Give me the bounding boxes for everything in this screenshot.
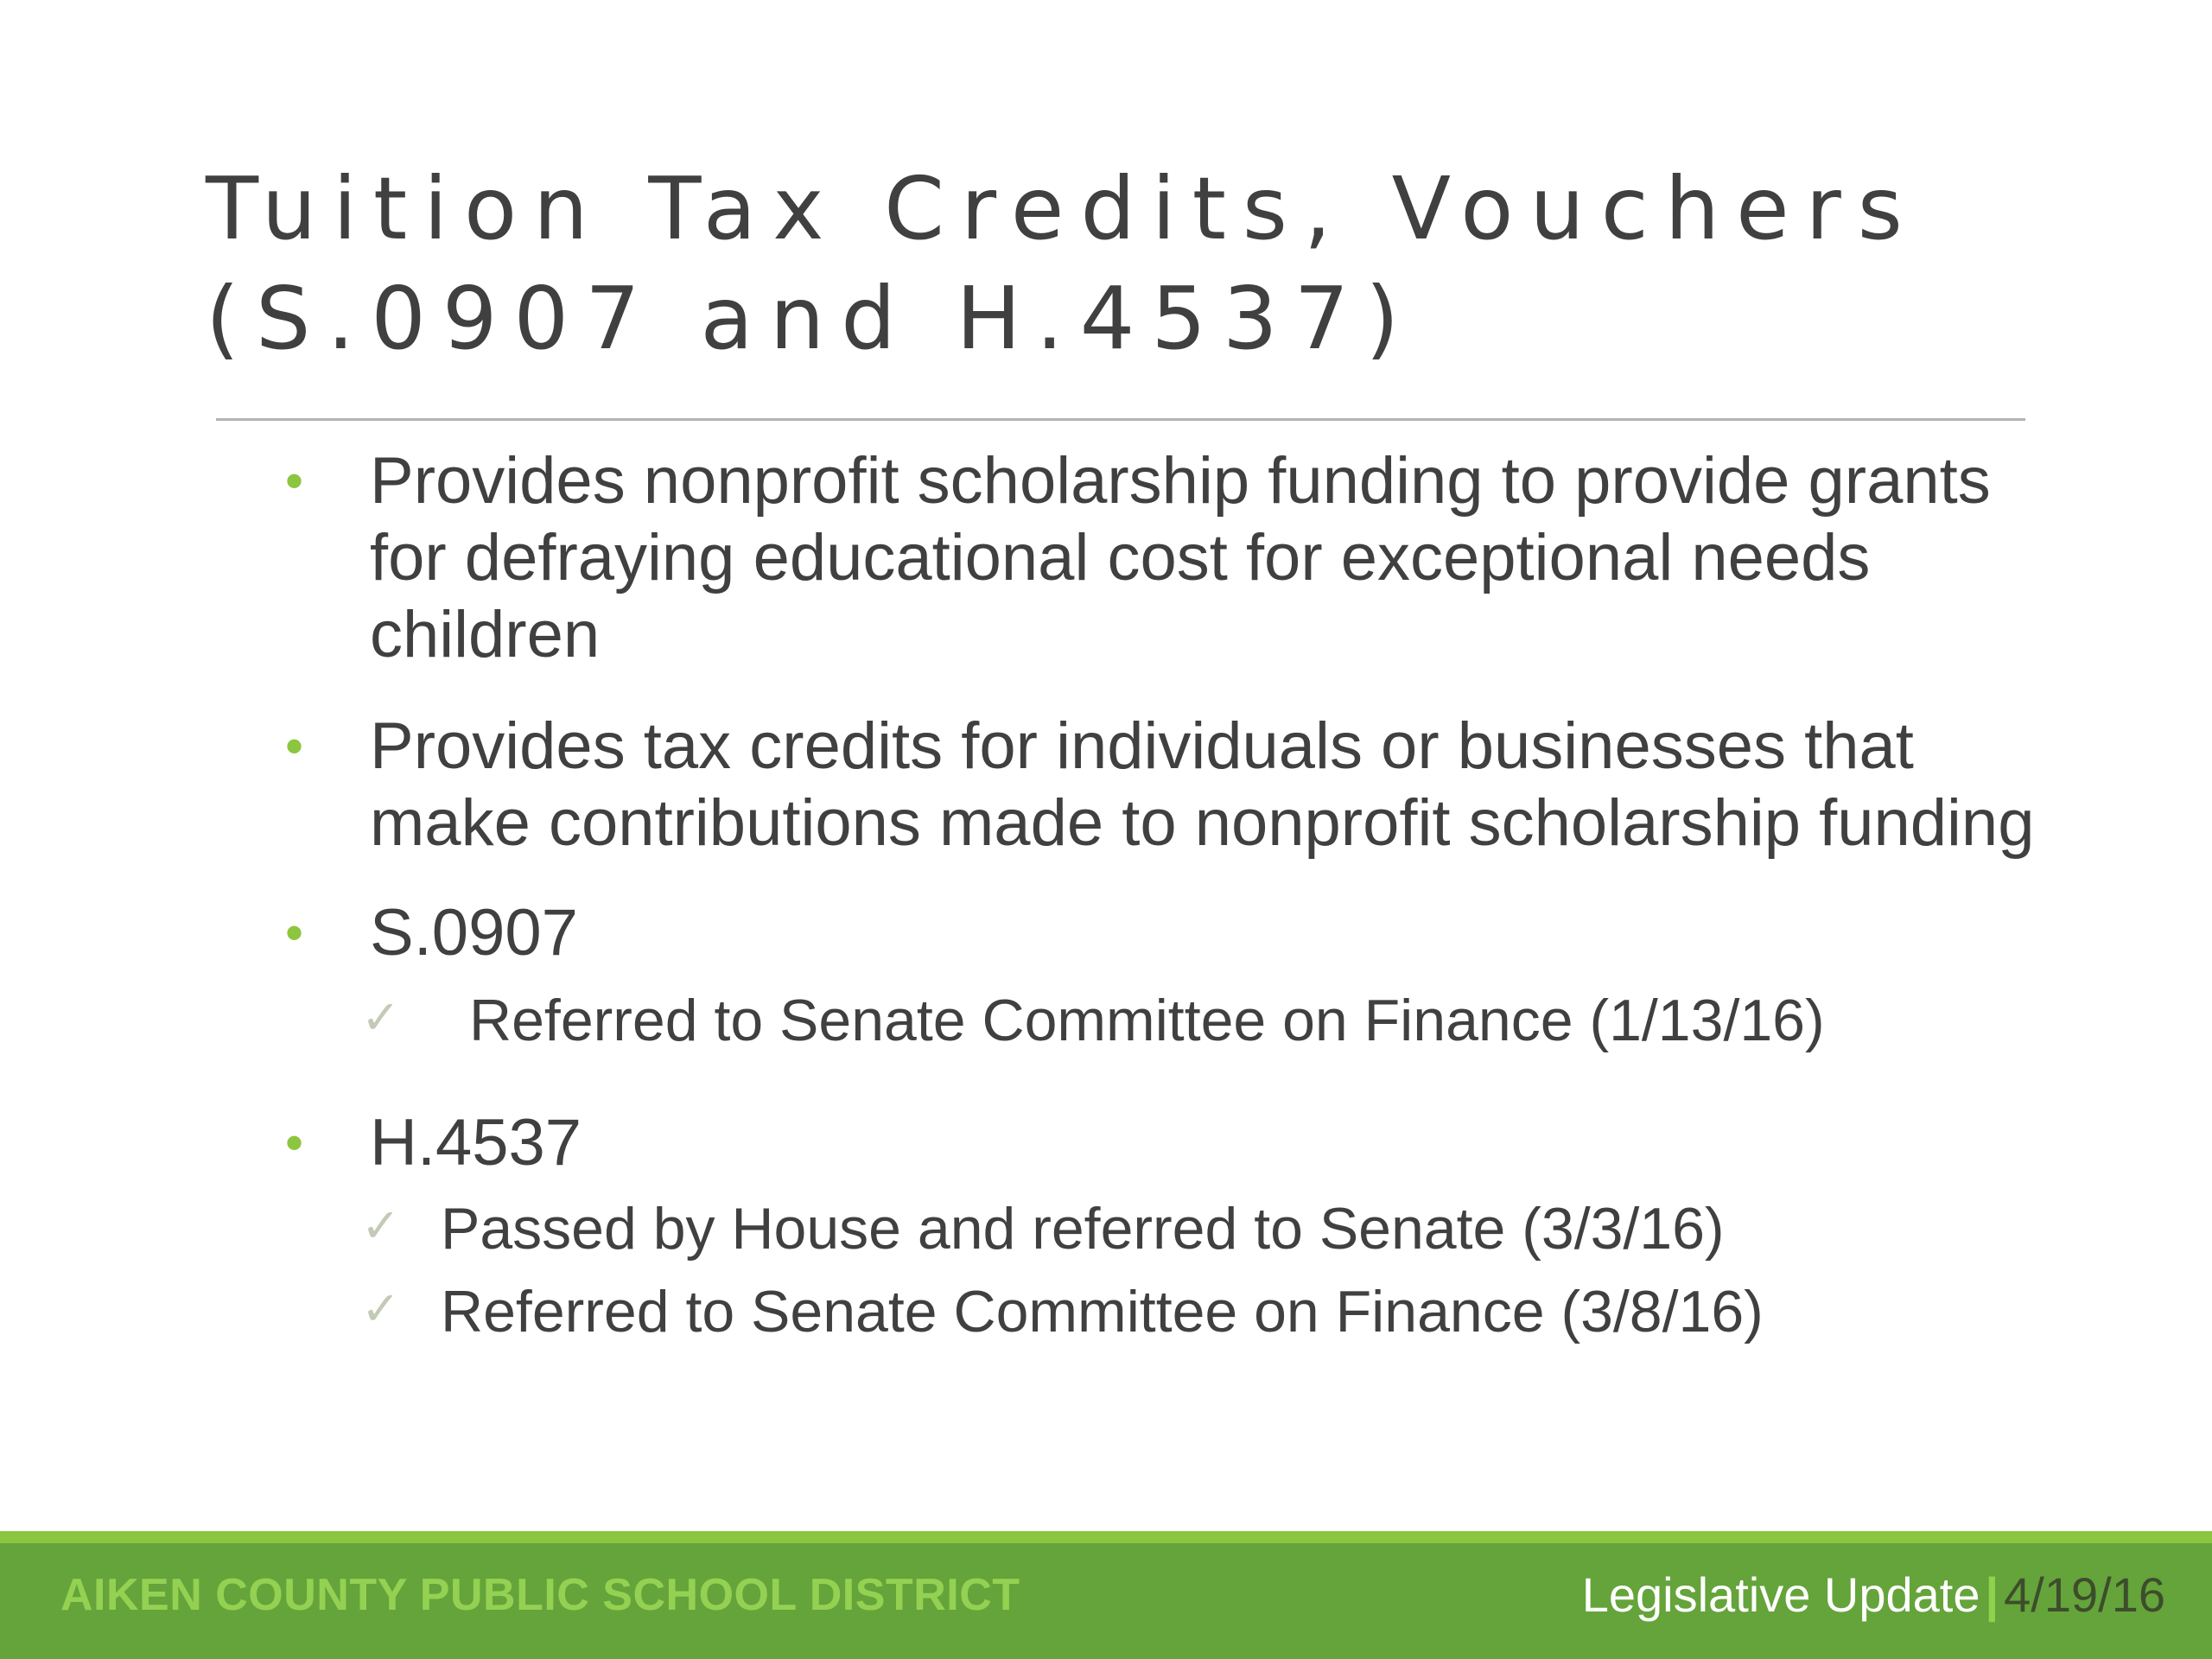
bullet-list [285, 442, 2056, 1349]
bullet-dot-icon: • [285, 1114, 304, 1172]
bullet-dot-icon: • [285, 717, 304, 775]
slide-title [206, 154, 2063, 373]
bullet-dot-icon: • [285, 452, 304, 510]
checkmark-icon: ✓ [361, 1281, 401, 1336]
bullet-dot-icon: • [285, 904, 304, 962]
bullet-text: H.4537 [370, 1106, 582, 1179]
sub-item-text: Referred to Senate Committee on Finance (3/8/16) [441, 1279, 1764, 1344]
footer-date: 4/19/16 [2004, 1567, 2165, 1622]
bullet-item-h4537 [285, 1104, 2056, 1181]
bullet-item-s0907 [285, 894, 2056, 971]
bullet-text: S.0907 [370, 896, 578, 969]
footer-meta [1582, 1543, 2165, 1647]
sub-item-h4537-passed [285, 1192, 2056, 1266]
checkmark-icon: ✓ [361, 990, 401, 1045]
sub-item-h4537-referred [285, 1274, 2056, 1349]
bullet-text: Provides tax credits for individuals or businesses that make contributions made to nonprofit scholarship funding [370, 709, 2035, 860]
bullet-text: Provides nonprofit scholarship funding to provide grants for defraying educational cost for exceptional needs children [370, 444, 1991, 671]
footer-accent-stripe [0, 1531, 2212, 1543]
footer-separator: | [1985, 1567, 1999, 1622]
bullet-item-tax-credits [285, 708, 2056, 861]
checkmark-icon: ✓ [361, 1198, 401, 1253]
footer-topic: Legislative Update [1581, 1567, 1980, 1622]
bullet-item-scholarship-funding [285, 442, 2056, 673]
slide-title-line-2: (S.0907 and H.4537) [206, 268, 1416, 369]
slide-title-line-1: Tuition Tax Credits, Vouchers [206, 158, 1919, 259]
title-divider [216, 418, 2025, 421]
footer-organization: AIKEN COUNTY PUBLIC SCHOOL DISTRICT [60, 1570, 1020, 1620]
sub-item-text: Referred to Senate Committee on Finance (1/13/16) [469, 988, 1825, 1053]
sub-item-s0907-status [285, 983, 2056, 1058]
sub-item-text: Passed by House and referred to Senate (3/3/16) [441, 1196, 1725, 1262]
footer-bar [0, 1543, 2212, 1659]
